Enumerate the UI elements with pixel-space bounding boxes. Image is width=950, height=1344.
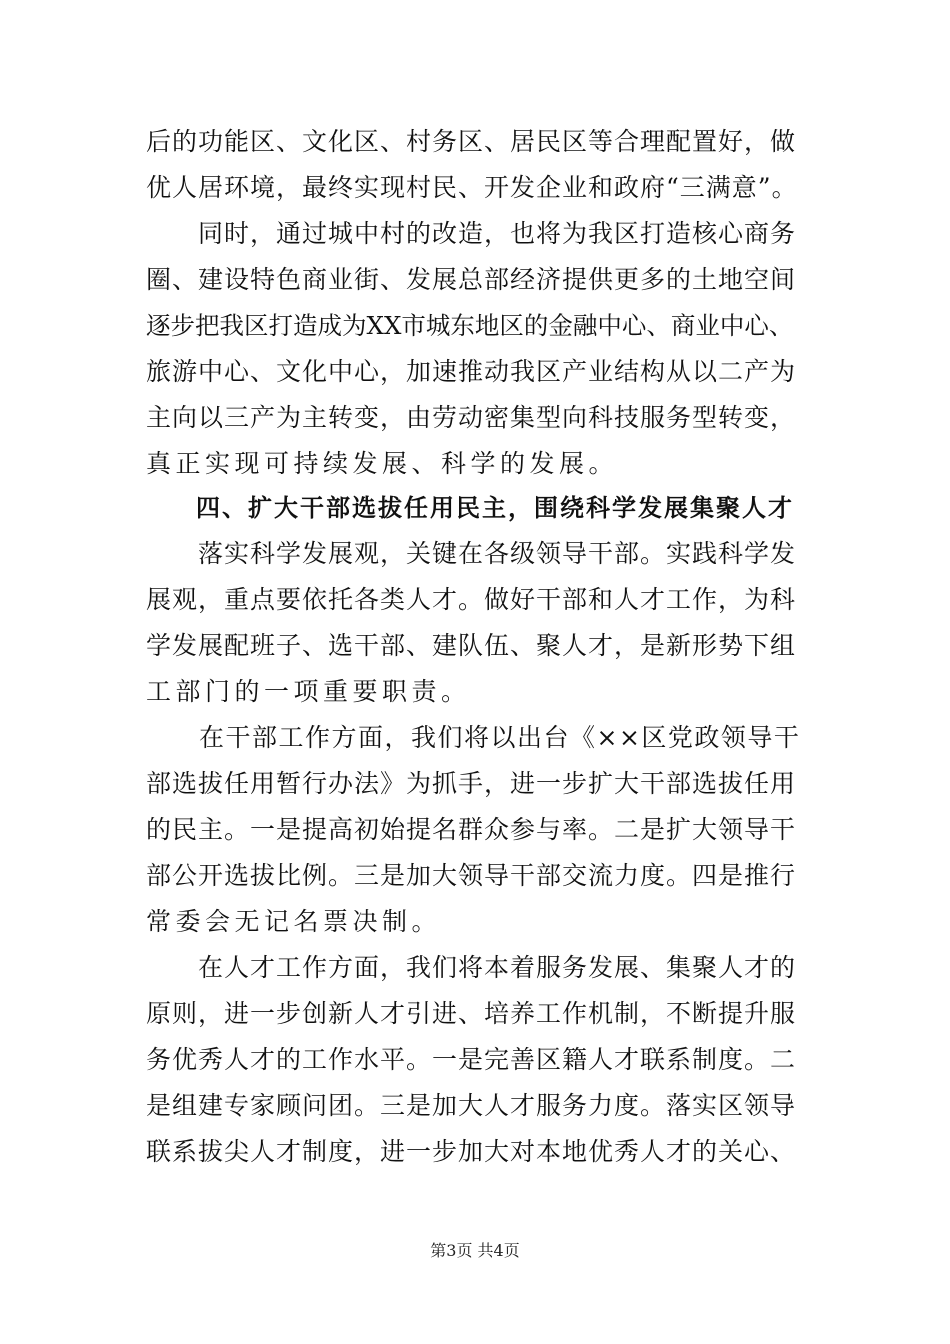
- text-line: 工部门的一项重要职责。: [146, 677, 471, 706]
- text-line: 联系拔尖人才制度，进一步加大对本地优秀人才的关心、: [146, 1137, 797, 1166]
- text-line: 的民主。一是提高初始提名群众参与率。二是扩大领导干: [146, 815, 797, 844]
- text-line: 原则，进一步创新人才引进、培养工作机制，不断提升服: [146, 999, 797, 1028]
- text-line: 展观，重点要依托各类人才。做好干部和人才工作，为科: [146, 585, 797, 614]
- text-line: 旅游中心、文化中心，加速推动我区产业结构从以二产为: [146, 357, 797, 386]
- text-line: 务优秀人才的工作水平。一是完善区籍人才联系制度。二: [146, 1045, 797, 1074]
- section-heading: 四、扩大干部选拔任用民主，围绕科学发展集聚人才: [196, 494, 794, 522]
- text-line: 同时，通过城中村的改造，也将为我区打造核心商务: [146, 219, 797, 248]
- text-line: 在干部工作方面，我们将以出台《××区党政领导干: [146, 723, 801, 752]
- text-line: 优人居环境，最终实现村民、开发企业和政府“三满意”。: [146, 173, 798, 202]
- text-line: 后的功能区、文化区、村务区、居民区等合理配置好，做: [146, 127, 797, 156]
- text-line: 主向以三产为主转变，由劳动密集型向科技服务型转变，: [146, 403, 797, 432]
- text-line: 在人才工作方面，我们将本着服务发展、集聚人才的: [146, 953, 797, 982]
- text-line: 学发展配班子、选干部、建队伍、聚人才，是新形势下组: [146, 631, 797, 660]
- text-line: 是组建专家顾问团。三是加大人才服务力度。落实区领导: [146, 1091, 797, 1120]
- text-line: 逐步把我区打造成为XX市城东地区的金融中心、商业中心、: [146, 311, 794, 340]
- text-line: 落实科学发展观，关键在各级领导干部。实践科学发: [146, 539, 797, 568]
- text-line: 部公开选拔比例。三是加大领导干部交流力度。四是推行: [146, 861, 797, 890]
- text-line: 部选拔任用暂行办法》为抓手，进一步扩大干部选拔任用: [146, 769, 797, 798]
- text-line: 圈、建设特色商业街、发展总部经济提供更多的土地空间: [146, 265, 797, 294]
- page-footer: 第3页 共4页: [430, 1241, 520, 1260]
- text-line: 真正实现可持续发展、科学的发展。: [146, 449, 619, 478]
- text-line: 常委会无记名票决制。: [146, 907, 442, 936]
